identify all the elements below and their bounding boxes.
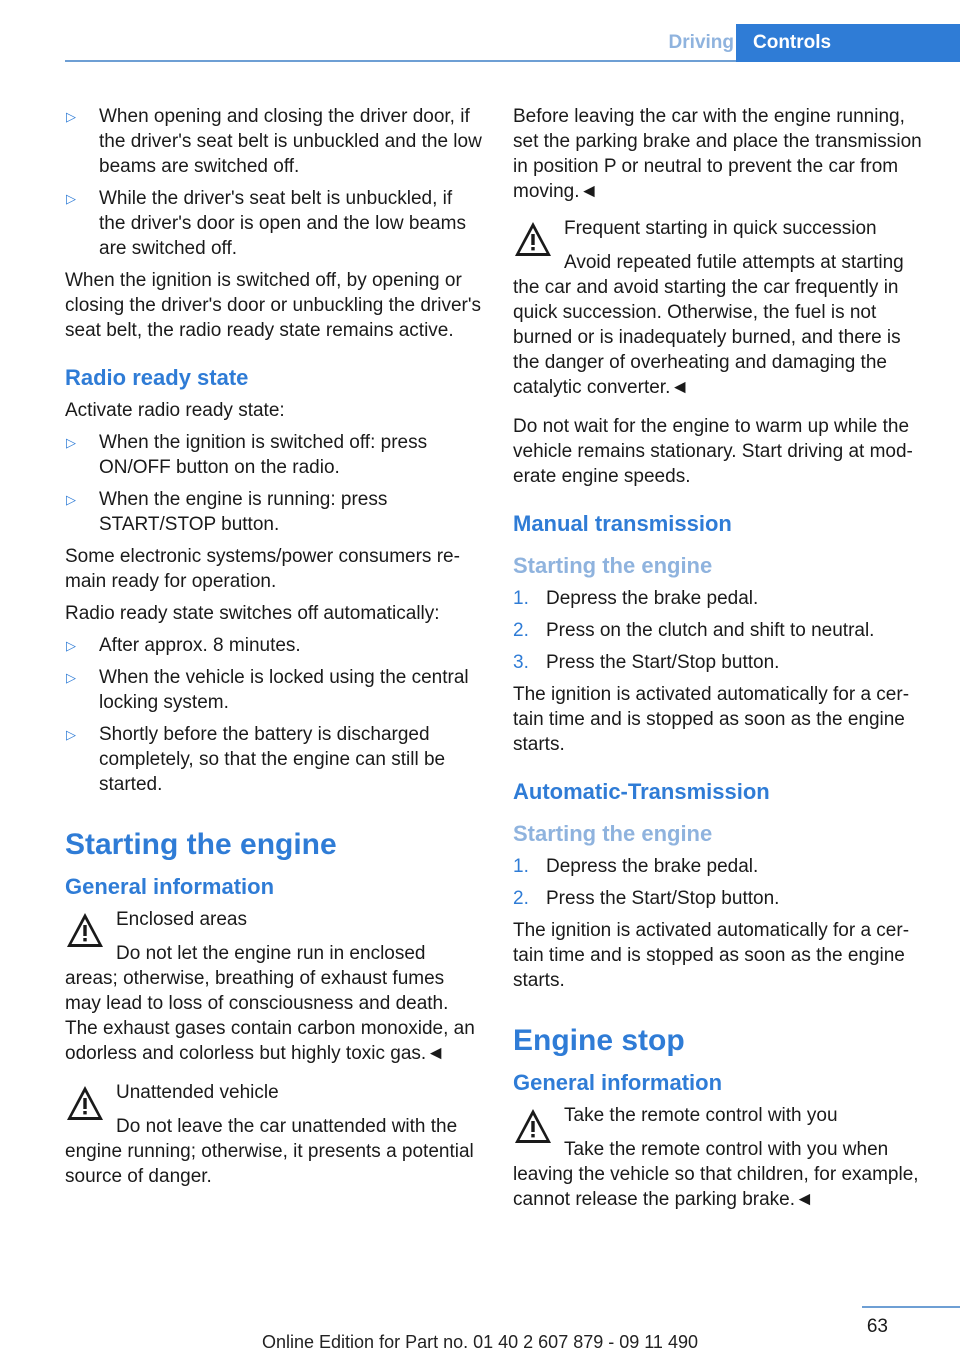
list-item: ▷ When opening and closing the driver door, if the driver's seat belt is unbuckled and the low beams are switched off. xyxy=(66,106,482,177)
paragraph: The ignition is activated automatically for a certain time and is stopped as soon as the engine starts. xyxy=(513,920,910,991)
warning-title: Unattended vehicle xyxy=(116,1082,279,1103)
paragraph: Radio ready state switches off automatically: xyxy=(65,603,440,624)
heading-general-information: General information xyxy=(513,1070,723,1095)
list-item: 2. Press on the clutch and shift to neutral. xyxy=(513,620,875,641)
heading-manual-transmission: Manual transmission xyxy=(513,511,732,536)
warning-frequent-starting xyxy=(513,216,931,400)
paragraph: Some electronic systems/power consumers remain ready for operation. xyxy=(65,546,460,592)
heading-automatic-transmission: Automatic-Transmission xyxy=(513,779,770,804)
page-number-rule xyxy=(862,1306,960,1308)
triangle-bullet-icon: ▷ xyxy=(66,727,76,742)
warning-body: Do not leave the car unattended with the engine running; otherwise, it presents a potential source of danger. xyxy=(65,1116,474,1187)
heading-radio-ready-state: Radio ready state xyxy=(65,365,249,390)
paragraph: The ignition is activated automatically for a certain time and is stopped as soon as the engine starts. xyxy=(513,684,910,755)
paragraph: When the ignition is switched off, by opening or closing the driver's door or unbuckling the driver's seat belt, the radio ready state remains active. xyxy=(65,270,481,341)
section-tab-driving[interactable]: Driving xyxy=(668,32,734,53)
warning-body: Do not let the engine run in enclosed areas; otherwise, breathing of exhaust fumes may lead to loss of consciousness and death. The exhaust gases contain carbon monoxide, an odorless and colorless but highly toxic gas.◄ xyxy=(65,943,475,1064)
paragraph: Before leaving the car with the engine running, set the parking brake and place the transmission in position P or neutral to prevent the car from moving.◄ xyxy=(513,106,922,202)
heading-general-information: General information xyxy=(65,874,275,899)
triangle-bullet-icon: ▷ xyxy=(66,109,76,124)
list-item: ▷ When the vehicle is locked using the central locking system. xyxy=(66,667,469,713)
triangle-bullet-icon: ▷ xyxy=(66,191,76,206)
right-column xyxy=(513,104,931,1226)
list-item: 1. Depress the brake pedal. xyxy=(513,856,759,877)
warning-triangle-icon xyxy=(65,1083,105,1123)
triangle-bullet-icon: ▷ xyxy=(66,638,76,653)
footer-edition: Online Edition for Part no. 01 40 2 607 879 - 09 11 490 xyxy=(262,1332,698,1352)
warning-triangle-icon xyxy=(65,910,105,950)
warning-unattended-vehicle xyxy=(65,1080,483,1189)
list-item: ▷ When the ignition is switched off: press ON/OFF button on the radio. xyxy=(66,432,428,478)
warning-title: Enclosed areas xyxy=(116,909,247,930)
warning-remote-control xyxy=(513,1103,931,1212)
list-item: 2. Press the Start/Stop button. xyxy=(513,888,780,909)
list-item: ▷ Shortly before the battery is discharged completely, so that the engine can still be started. xyxy=(66,724,446,795)
list-item: ▷ When the engine is running: press START/STOP button. xyxy=(66,489,388,535)
heading-engine-stop: Engine stop xyxy=(513,1024,685,1057)
heading-starting-the-engine-automatic: Starting the engine xyxy=(513,821,713,846)
warning-title: Frequent starting in quick succession xyxy=(564,218,877,239)
warning-body: Take the remote control with you when leaving the vehicle so that children, for example, cannot release the parking brake.◄ xyxy=(513,1139,919,1210)
warning-body: Avoid repeated futile attempts at starting the car and avoid starting the car frequently in quick succession. Otherwise, the fuel is not burned or is inadequately burned, and there is the danger of overheating and damaging the catalytic converter.◄ xyxy=(513,252,904,398)
triangle-bullet-icon: ▷ xyxy=(66,492,76,507)
page-number: 63 xyxy=(866,1316,888,1337)
left-column xyxy=(65,104,483,1203)
heading-starting-the-engine: Starting the engine xyxy=(65,828,337,861)
paragraph: Activate radio ready state: xyxy=(65,400,285,421)
warning-title: Take the remote control with you xyxy=(564,1105,838,1126)
triangle-bullet-icon: ▷ xyxy=(66,435,76,450)
warning-triangle-icon xyxy=(513,1106,553,1146)
triangle-bullet-icon: ▷ xyxy=(66,670,76,685)
list-item: ▷ After approx. 8 minutes. xyxy=(66,635,301,656)
list-item: 3. Press the Start/Stop button. xyxy=(513,652,780,673)
warning-enclosed-areas xyxy=(65,907,483,1066)
list-item: 1. Depress the brake pedal. xyxy=(513,588,759,609)
paragraph: Do not wait for the engine to warm up while the vehicle remains stationary. Start driving at moderate engine speeds. xyxy=(513,416,913,487)
list-item: ▷ While the driver's seat belt is unbuckled, if the driver's door is open and the low beams are switched off. xyxy=(66,188,466,259)
section-tab-controls[interactable]: Controls xyxy=(736,24,960,62)
warning-triangle-icon xyxy=(513,219,553,259)
heading-starting-the-engine-manual: Starting the engine xyxy=(513,553,713,578)
